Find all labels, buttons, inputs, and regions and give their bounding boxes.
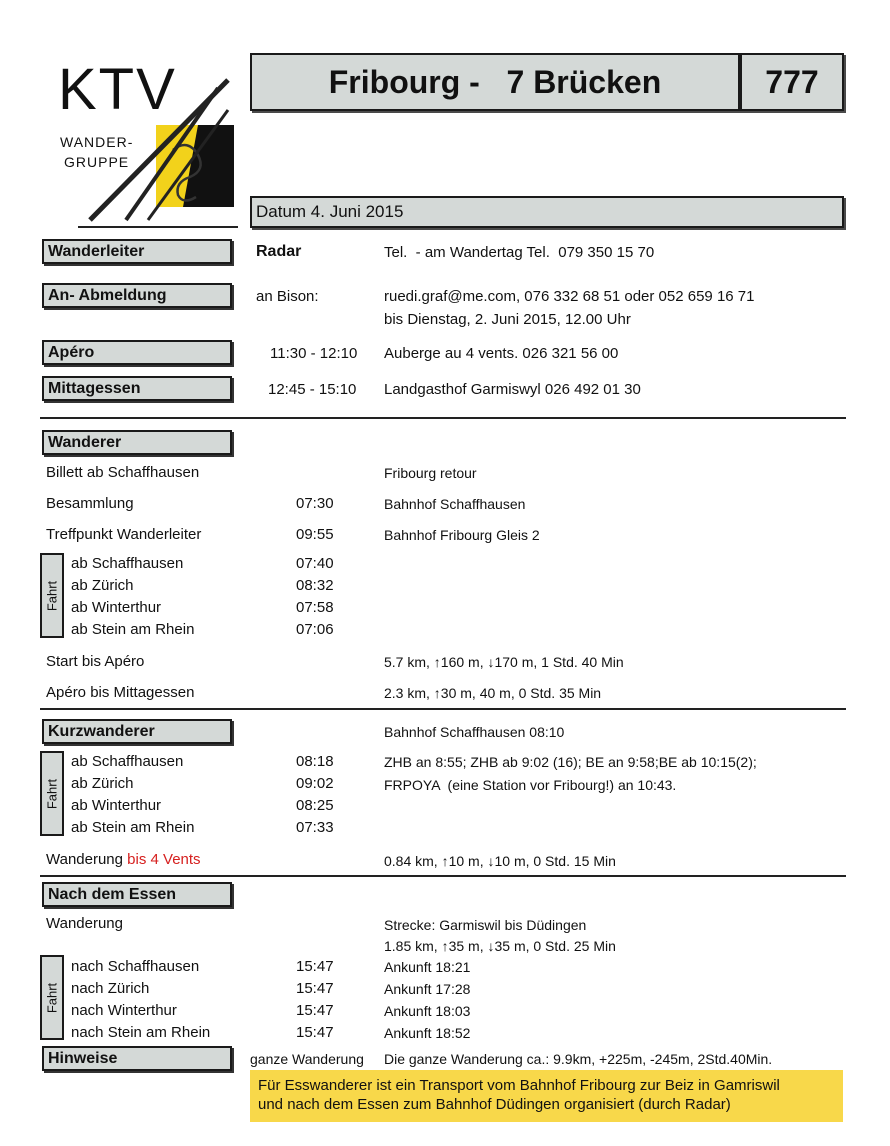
treffpunkt-time: 09:55 bbox=[296, 526, 334, 543]
treffpunkt-text: Bahnhof Fribourg Gleis 2 bbox=[384, 527, 540, 543]
start-text: 5.7 km, ↑160 m, ↓170 m, 1 Std. 40 Min bbox=[384, 654, 624, 670]
treffpunkt-label: Treffpunkt Wanderleiter bbox=[46, 526, 202, 543]
besammlung-text: Bahnhof Schaffhausen bbox=[384, 496, 526, 512]
fahrt-arrival: Ankunft 18:03 bbox=[384, 1003, 471, 1019]
fahrt-station: ab Stein am Rhein bbox=[71, 819, 195, 836]
yellow-line-1: Für Esswanderer ist ein Transport vom Bahnhof Fribourg zur Beiz in Gamriswil bbox=[258, 1077, 780, 1094]
hinweise-sub: ganze Wanderung bbox=[250, 1051, 364, 1067]
kurz-wanderung-red: bis 4 Vents bbox=[127, 851, 201, 868]
datum-text: Datum 4. Juni 2015 bbox=[256, 202, 404, 221]
fahrt-arrival: Ankunft 18:21 bbox=[384, 959, 471, 975]
mittagessen-time: 12:45 - 15:10 bbox=[268, 381, 357, 398]
divider bbox=[40, 417, 846, 419]
fahrt-box-wanderer: Fahrt bbox=[40, 553, 64, 638]
kurz-wanderung-stats: 0.84 km, ↑10 m, ↓10 m, 0 Std. 15 Min bbox=[384, 853, 616, 869]
logo-gruppe-text: GRUPPE bbox=[64, 154, 130, 170]
fahrt-station: ab Schaffhausen bbox=[71, 753, 184, 770]
wanderleiter-name: Radar bbox=[256, 243, 302, 260]
fahrt-station: nach Zürich bbox=[71, 980, 150, 997]
fahrt-station: nach Stein am Rhein bbox=[71, 1024, 211, 1041]
anmeldung-deadline: bis Dienstag, 2. Juni 2015, 12.00 Uhr bbox=[384, 311, 631, 328]
apero-mittag-text: 2.3 km, ↑30 m, 40 m, 0 Std. 35 Min bbox=[384, 685, 602, 701]
kurz-wanderung-text: Wanderung bbox=[46, 851, 128, 868]
fahrt-time: 15:47 bbox=[296, 1024, 334, 1041]
kurz-wanderung-label bbox=[46, 851, 201, 868]
fahrt-time: 15:47 bbox=[296, 980, 334, 997]
mittagessen-place: Landgasthof Garmiswyl 026 492 01 30 bbox=[384, 381, 641, 398]
fahrt-station: ab Winterthur bbox=[71, 599, 162, 616]
besammlung-time: 07:30 bbox=[296, 495, 334, 512]
start-label: Start bis Apéro bbox=[46, 653, 145, 670]
fahrt-box-kurz: Fahrt bbox=[40, 751, 64, 836]
fahrt-station: nach Schaffhausen bbox=[71, 958, 200, 975]
hinweise-text: Die ganze Wanderung ca.: 9.9km, +225m, -245m, 2Std.40Min. bbox=[384, 1051, 773, 1067]
fahrt-time: 08:32 bbox=[296, 577, 334, 594]
ktv-logo bbox=[58, 57, 238, 228]
header-number: 777 bbox=[765, 64, 819, 100]
fahrt-time: 07:58 bbox=[296, 599, 334, 616]
fahrt-station: ab Stein am Rhein bbox=[71, 621, 195, 638]
divider bbox=[40, 708, 846, 710]
anmeldung-contact: ruedi.graf@me.com, 076 332 68 51 oder 052 659 16 71 bbox=[384, 288, 755, 305]
nach-strecke-stats: 1.85 km, ↑35 m, ↓35 m, 0 Std. 25 Min bbox=[384, 938, 616, 954]
hiking-poles-emblem bbox=[78, 70, 238, 228]
besammlung-label: Besammlung bbox=[46, 495, 134, 512]
label-hinweise: Hinweise bbox=[42, 1046, 232, 1071]
label-nach-dem-essen: Nach dem Essen bbox=[42, 882, 232, 907]
label-kurzwanderer: Kurzwanderer bbox=[42, 719, 232, 744]
kurz-note: Bahnhof Schaffhausen 08:10 bbox=[384, 724, 565, 740]
fahrt-box-nach: Fahrt bbox=[40, 955, 64, 1040]
label-apero: Apéro bbox=[42, 340, 232, 365]
divider bbox=[40, 875, 846, 877]
apero-mittag-label: Apéro bis Mittagessen bbox=[46, 684, 195, 701]
label-wanderer: Wanderer bbox=[42, 430, 232, 455]
nach-strecke: Strecke: Garmiswil bis Düdingen bbox=[384, 917, 587, 933]
fahrt-station: ab Zürich bbox=[71, 775, 134, 792]
yellow-line-2: und nach dem Essen zum Bahnhof Düdingen organisiert (durch Radar) bbox=[258, 1096, 731, 1113]
apero-place: Auberge au 4 vents. 026 321 56 00 bbox=[384, 345, 619, 362]
hinweise-yellow-note bbox=[250, 1070, 843, 1122]
label-wanderleiter: Wanderleiter bbox=[42, 239, 232, 264]
header-title: Fribourg - 7 Brücken bbox=[328, 64, 662, 100]
fahrt-time: 15:47 bbox=[296, 1002, 334, 1019]
billett-text: Fribourg retour bbox=[384, 465, 477, 481]
label-anmeldung: An- Abmeldung bbox=[42, 283, 232, 308]
fahrt-time: 08:18 bbox=[296, 753, 334, 770]
nach-wanderung-label: Wanderung bbox=[46, 915, 123, 932]
fahrt-time: 07:33 bbox=[296, 819, 334, 836]
apero-time: 11:30 - 12:10 bbox=[270, 345, 358, 362]
anmeldung-who: an Bison: bbox=[256, 288, 319, 305]
fahrt-station: ab Zürich bbox=[71, 577, 134, 594]
fahrt-station: ab Winterthur bbox=[71, 797, 162, 814]
fahrt-station: ab Schaffhausen bbox=[71, 555, 184, 572]
logo-ktv-text: KTV bbox=[58, 57, 177, 122]
billett-label: Billett ab Schaffhausen bbox=[46, 464, 200, 481]
fahrt-arrival: Ankunft 18:52 bbox=[384, 1025, 471, 1041]
fahrt-time: 07:06 bbox=[296, 621, 334, 638]
wanderleiter-tel: Tel. - am Wandertag Tel. 079 350 15 70 bbox=[384, 244, 655, 261]
label-mittagessen: Mittagessen bbox=[42, 376, 232, 401]
kurz-route-2: FRPOYA (eine Station vor Fribourg!) an 10:43. bbox=[384, 777, 677, 793]
kurz-route-1: ZHB an 8:55; ZHB ab 9:02 (16); BE an 9:58;BE ab 10:15(2); bbox=[384, 754, 757, 770]
fahrt-time: 08:25 bbox=[296, 797, 334, 814]
fahrt-time: 09:02 bbox=[296, 775, 334, 792]
logo-wander-text: WANDER- bbox=[60, 134, 134, 150]
fahrt-arrival: Ankunft 17:28 bbox=[384, 981, 471, 997]
fahrt-station: nach Winterthur bbox=[71, 1002, 177, 1019]
fahrt-time: 15:47 bbox=[296, 958, 334, 975]
fahrt-time: 07:40 bbox=[296, 555, 334, 572]
